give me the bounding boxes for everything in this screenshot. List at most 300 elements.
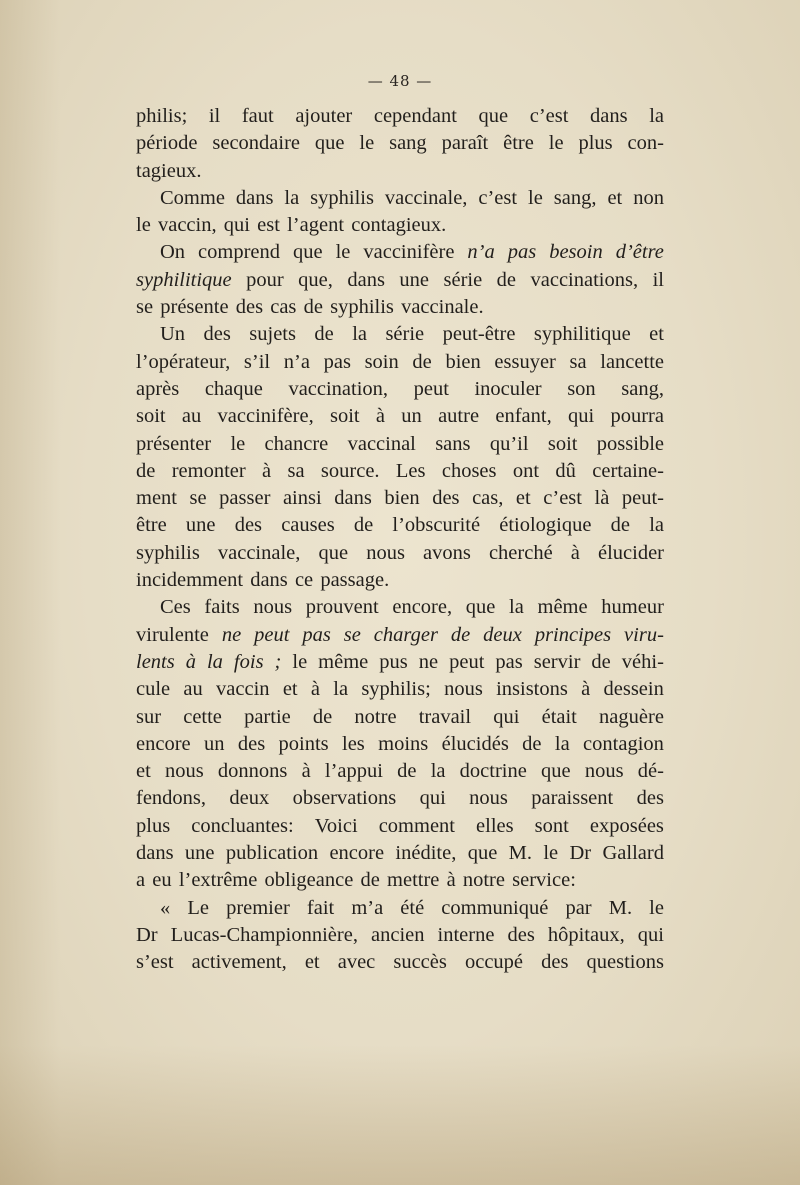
- word: Un: [160, 323, 186, 346]
- word: à: [301, 760, 311, 783]
- word: dans: [334, 487, 372, 510]
- word: Comme: [160, 186, 225, 209]
- word: la: [333, 678, 349, 701]
- word: prouvent: [305, 596, 379, 619]
- word-space: [229, 294, 236, 321]
- word: soin: [364, 350, 399, 373]
- word: vaccinifère: [363, 241, 455, 264]
- page-edge-shadow: [0, 0, 60, 1185]
- word: une: [185, 514, 216, 537]
- word: avec: [337, 951, 376, 974]
- word: dessein: [603, 678, 664, 701]
- word: présenter: [136, 432, 212, 455]
- text-line: [136, 867, 664, 894]
- text-line: [136, 949, 664, 976]
- word: source.: [320, 459, 380, 482]
- word: On: [160, 241, 186, 264]
- word: qu’il: [489, 432, 529, 455]
- word: insistons: [496, 678, 568, 701]
- word: autre: [438, 405, 480, 428]
- text-line: [136, 349, 664, 376]
- word: peut-: [621, 487, 664, 510]
- word: il: [652, 268, 664, 291]
- word: Le: [187, 896, 209, 919]
- text-line: [136, 840, 664, 867]
- word-space: [380, 867, 387, 894]
- word: sur: [136, 705, 162, 728]
- text-line: [136, 321, 664, 348]
- word: que: [541, 760, 571, 783]
- word: s’est: [136, 951, 174, 974]
- word: donnons: [217, 760, 288, 783]
- text-line: [136, 813, 664, 840]
- word: de: [303, 296, 323, 319]
- word: M.: [508, 842, 532, 865]
- word: série: [385, 323, 425, 346]
- text-line: [136, 185, 664, 212]
- word: par: [565, 896, 592, 919]
- text-line: [136, 239, 664, 266]
- word: à: [581, 678, 591, 701]
- word: le: [230, 432, 246, 455]
- word: faits: [204, 596, 240, 619]
- word: lancette: [600, 350, 664, 373]
- word-space: [439, 867, 446, 894]
- word: être: [136, 514, 167, 537]
- word-space: [505, 867, 512, 894]
- word: moins: [378, 732, 429, 755]
- word: de: [591, 650, 611, 673]
- word: vaccin,: [157, 214, 217, 237]
- word: vaccinale,: [217, 541, 301, 564]
- word-space: [151, 212, 158, 239]
- word: que: [293, 241, 323, 264]
- word-space: [353, 867, 360, 894]
- word: nous: [444, 678, 483, 701]
- word: bien: [384, 487, 420, 510]
- word: des: [541, 951, 569, 974]
- word: encore: [136, 732, 191, 755]
- word-space: [394, 294, 401, 321]
- word: sang,: [621, 377, 664, 400]
- word: des: [507, 923, 535, 946]
- word: chancre: [264, 432, 329, 455]
- word: soit: [136, 405, 166, 428]
- word: peut-être: [442, 323, 516, 346]
- word: il: [208, 105, 221, 127]
- word: syphilis: [310, 186, 374, 209]
- word: Les: [395, 459, 426, 482]
- word: charger: [373, 623, 438, 646]
- word: Ces: [160, 596, 191, 619]
- word: cas,: [472, 487, 504, 510]
- word: peut: [449, 650, 485, 673]
- word: c’est: [543, 487, 582, 510]
- word: lents: [136, 650, 175, 673]
- text-line: [136, 294, 664, 321]
- word: sang: [389, 132, 427, 155]
- word: a: [136, 869, 146, 892]
- word-space: [263, 294, 270, 321]
- text-line: [136, 376, 664, 403]
- word: le: [335, 241, 351, 264]
- word: est: [257, 214, 280, 237]
- word: inédite,: [395, 842, 457, 865]
- word: dans: [235, 186, 274, 209]
- word: cependant: [373, 105, 457, 127]
- word: service:: [512, 869, 576, 892]
- word: pas: [323, 350, 351, 373]
- word: nous: [253, 596, 293, 619]
- word: même: [318, 650, 369, 673]
- word: encore: [329, 842, 385, 865]
- text-line: [136, 267, 664, 294]
- word: l’extrême: [178, 869, 258, 892]
- word: contagion: [583, 732, 664, 755]
- word: de: [610, 514, 631, 537]
- word: été: [400, 896, 425, 919]
- word: une: [399, 268, 430, 291]
- text-line: [136, 731, 664, 758]
- word-space: [288, 567, 295, 594]
- word: questions: [586, 951, 664, 974]
- word: fendons,: [136, 787, 207, 810]
- word: qui: [223, 214, 250, 237]
- word: se: [343, 623, 361, 646]
- word-space: [250, 212, 257, 239]
- word: à: [446, 869, 456, 892]
- word: sont: [534, 814, 569, 837]
- page-number: — 48 —: [367, 72, 433, 90]
- word: l’agent: [287, 214, 345, 237]
- text-line: [136, 540, 664, 567]
- word: vaccinale.: [401, 296, 484, 319]
- word: série: [443, 268, 483, 291]
- word: être: [503, 132, 534, 155]
- text-line: [136, 676, 664, 703]
- word: de: [450, 623, 471, 646]
- word: de: [522, 732, 542, 755]
- word: après: [136, 377, 180, 400]
- word: se: [136, 296, 154, 319]
- word: paraissent: [531, 787, 614, 810]
- text-line: [136, 458, 664, 485]
- word: tagieux.: [136, 159, 202, 182]
- word: cas: [270, 296, 297, 319]
- word: de: [360, 869, 380, 892]
- word: à: [375, 405, 386, 428]
- word: virulente: [136, 623, 209, 646]
- word: qui: [637, 923, 664, 946]
- word: ainsi: [282, 487, 322, 510]
- word: la: [649, 105, 664, 127]
- word: à: [185, 650, 196, 673]
- text-line: [136, 594, 664, 621]
- word: plus: [136, 814, 171, 837]
- word: élucider: [597, 541, 664, 564]
- word: la: [430, 760, 446, 783]
- word: son: [567, 377, 596, 400]
- page-bottom-stain: [0, 1045, 800, 1185]
- word: nous: [584, 760, 624, 783]
- word: paraît: [441, 132, 489, 155]
- word: doctrine: [459, 760, 527, 783]
- word: ;: [274, 650, 282, 673]
- text-line: [136, 704, 664, 731]
- word: passage.: [320, 569, 390, 592]
- word: certaine-: [592, 459, 664, 482]
- word: vaccination,: [288, 377, 389, 400]
- text-line: [136, 758, 664, 785]
- word: encore,: [392, 596, 453, 619]
- word: le: [649, 896, 664, 919]
- word: obligeance: [264, 869, 354, 892]
- word-space: [323, 294, 330, 321]
- word: vaccinal: [347, 432, 416, 455]
- word: chaque: [204, 377, 263, 400]
- text-line: [136, 622, 664, 649]
- word: deux: [483, 623, 522, 646]
- word-space: [153, 294, 160, 321]
- word: des: [432, 487, 460, 510]
- text-line: [136, 158, 664, 185]
- word-space: [172, 867, 179, 894]
- text-line: [136, 895, 664, 922]
- word: points: [278, 732, 329, 755]
- word: que,: [298, 268, 333, 291]
- word: véhi-: [621, 650, 664, 673]
- word: de: [312, 705, 333, 728]
- word: et: [649, 323, 664, 346]
- word: une: [184, 842, 215, 865]
- word: viru-: [624, 623, 664, 646]
- word: succès: [393, 951, 447, 974]
- word: pourra: [610, 405, 664, 428]
- word: ancien: [371, 923, 425, 946]
- word-space: [296, 294, 303, 321]
- word: élucidés: [441, 732, 509, 755]
- word: période: [136, 132, 198, 155]
- word: dû: [555, 459, 576, 482]
- word: hôpitaux,: [547, 923, 625, 946]
- word: communiqué: [441, 896, 549, 919]
- word: et: [136, 760, 151, 783]
- word: de: [136, 459, 156, 482]
- word: incidemment: [136, 569, 244, 592]
- word: bien: [445, 350, 481, 373]
- word: des: [636, 787, 664, 810]
- word: que: [314, 132, 345, 155]
- word: de: [353, 514, 374, 537]
- word: ce: [294, 569, 314, 592]
- word-space: [344, 212, 351, 239]
- word: l’opérateur,: [136, 350, 231, 373]
- word: choses: [441, 459, 497, 482]
- word: ne: [221, 623, 242, 646]
- word: un: [203, 732, 225, 755]
- word: et: [282, 678, 298, 701]
- word: le: [136, 214, 151, 237]
- word: le: [548, 132, 564, 155]
- word: dans: [590, 105, 628, 127]
- word: m’a: [351, 896, 384, 919]
- text-line: [136, 212, 664, 239]
- word-space: [257, 867, 264, 894]
- word: syphilis;: [361, 678, 431, 701]
- word: vaccinations,: [530, 268, 639, 291]
- word: qui: [493, 705, 520, 728]
- word: le: [359, 132, 375, 155]
- word: le: [292, 650, 308, 673]
- word: M.: [608, 896, 633, 919]
- word: travail: [418, 705, 472, 728]
- word: était: [541, 705, 577, 728]
- word: la: [649, 514, 664, 537]
- word: remonter: [171, 459, 246, 482]
- word: deux: [229, 787, 270, 810]
- word: comment: [378, 814, 455, 837]
- word: exposées: [589, 814, 664, 837]
- word: syphilitique: [533, 323, 631, 346]
- word: pas: [302, 623, 331, 646]
- word: la: [554, 732, 570, 755]
- text-line: [136, 431, 664, 458]
- word: à: [310, 678, 320, 701]
- word: à: [570, 541, 580, 564]
- word: mettre: [387, 869, 440, 892]
- word: soit: [330, 405, 360, 428]
- word: cule: [136, 678, 171, 701]
- word: cette: [183, 705, 222, 728]
- word: con-: [627, 132, 664, 155]
- word: se: [189, 487, 207, 510]
- body-text: [136, 103, 664, 977]
- word: vaccin: [216, 678, 270, 701]
- word: des: [235, 296, 264, 319]
- word: humeur: [601, 596, 664, 619]
- word: fait: [306, 896, 335, 919]
- word: syphilitique: [136, 268, 232, 291]
- word: interne: [437, 923, 495, 946]
- word: de: [496, 268, 517, 291]
- word: c’est: [529, 105, 569, 127]
- text-line: [136, 785, 664, 812]
- word: de: [412, 350, 432, 373]
- word: causes: [281, 514, 335, 537]
- word: et: [304, 951, 320, 974]
- word: que: [318, 541, 349, 564]
- word: n’a: [283, 350, 310, 373]
- word: la: [284, 186, 300, 209]
- word: syphilis: [330, 296, 394, 319]
- word: passer: [219, 487, 271, 510]
- word: dans: [250, 569, 288, 592]
- word: besoin: [549, 241, 603, 264]
- word: notre: [462, 869, 505, 892]
- word: pour: [246, 268, 284, 291]
- word: pus: [379, 650, 408, 673]
- word: la: [206, 650, 223, 673]
- word: faut: [241, 105, 274, 127]
- word: n’a: [467, 241, 495, 264]
- text-line: [136, 130, 664, 157]
- word: de: [397, 760, 417, 783]
- word: c’est: [478, 186, 518, 209]
- word: nous: [366, 541, 405, 564]
- word: occupé: [464, 951, 524, 974]
- word: notre: [354, 705, 397, 728]
- word: et: [607, 186, 623, 209]
- word: nous: [164, 760, 204, 783]
- word: vaccinale,: [384, 186, 468, 209]
- word: philis;: [136, 105, 188, 127]
- word: cherché: [488, 541, 553, 564]
- word: contagieux.: [351, 214, 447, 237]
- word: peut: [254, 623, 290, 646]
- word: là: [594, 487, 610, 510]
- word: comprend: [198, 241, 281, 264]
- word: au: [181, 405, 202, 428]
- word: ont: [512, 459, 540, 482]
- word: peut: [413, 377, 449, 400]
- word: des: [203, 323, 231, 346]
- word-space: [243, 567, 250, 594]
- word: un: [401, 405, 422, 428]
- word: ajouter: [295, 105, 353, 127]
- word: qui: [419, 787, 446, 810]
- word: de: [314, 323, 334, 346]
- word: au: [183, 678, 203, 701]
- word: l’appui: [324, 760, 383, 783]
- word: sa: [287, 459, 305, 482]
- word: vaccinifère,: [217, 405, 314, 428]
- text-line: [136, 103, 664, 130]
- word: Dr: [569, 842, 592, 865]
- word: pas: [507, 241, 537, 264]
- word: le: [528, 186, 543, 209]
- word: que: [478, 105, 509, 127]
- word: l’obscurité: [392, 514, 481, 537]
- word: inoculer: [474, 377, 542, 400]
- word: Voici: [314, 814, 358, 837]
- word: dans: [136, 842, 174, 865]
- word-space: [313, 567, 320, 594]
- word: sang,: [553, 186, 597, 209]
- word: concluantes:: [191, 814, 294, 837]
- word: dans: [347, 268, 385, 291]
- word: à: [262, 459, 272, 482]
- word-space: [145, 867, 152, 894]
- word: essuyer: [494, 350, 556, 373]
- word: même: [537, 596, 588, 619]
- word: pas: [495, 650, 523, 673]
- word: sujets: [249, 323, 296, 346]
- word: Dr: [136, 923, 158, 946]
- word: observations: [292, 787, 397, 810]
- word: principes: [534, 623, 612, 646]
- word: que: [467, 842, 498, 865]
- word: eu: [152, 869, 172, 892]
- word: plus: [578, 132, 613, 155]
- word: le: [543, 842, 559, 865]
- word: sans: [435, 432, 471, 455]
- word: Lucas-Championnière,: [170, 923, 358, 946]
- word-space: [217, 212, 224, 239]
- text-line: [136, 567, 664, 594]
- word: enfant,: [495, 405, 552, 428]
- word: des: [237, 732, 266, 755]
- word: servir: [533, 650, 581, 673]
